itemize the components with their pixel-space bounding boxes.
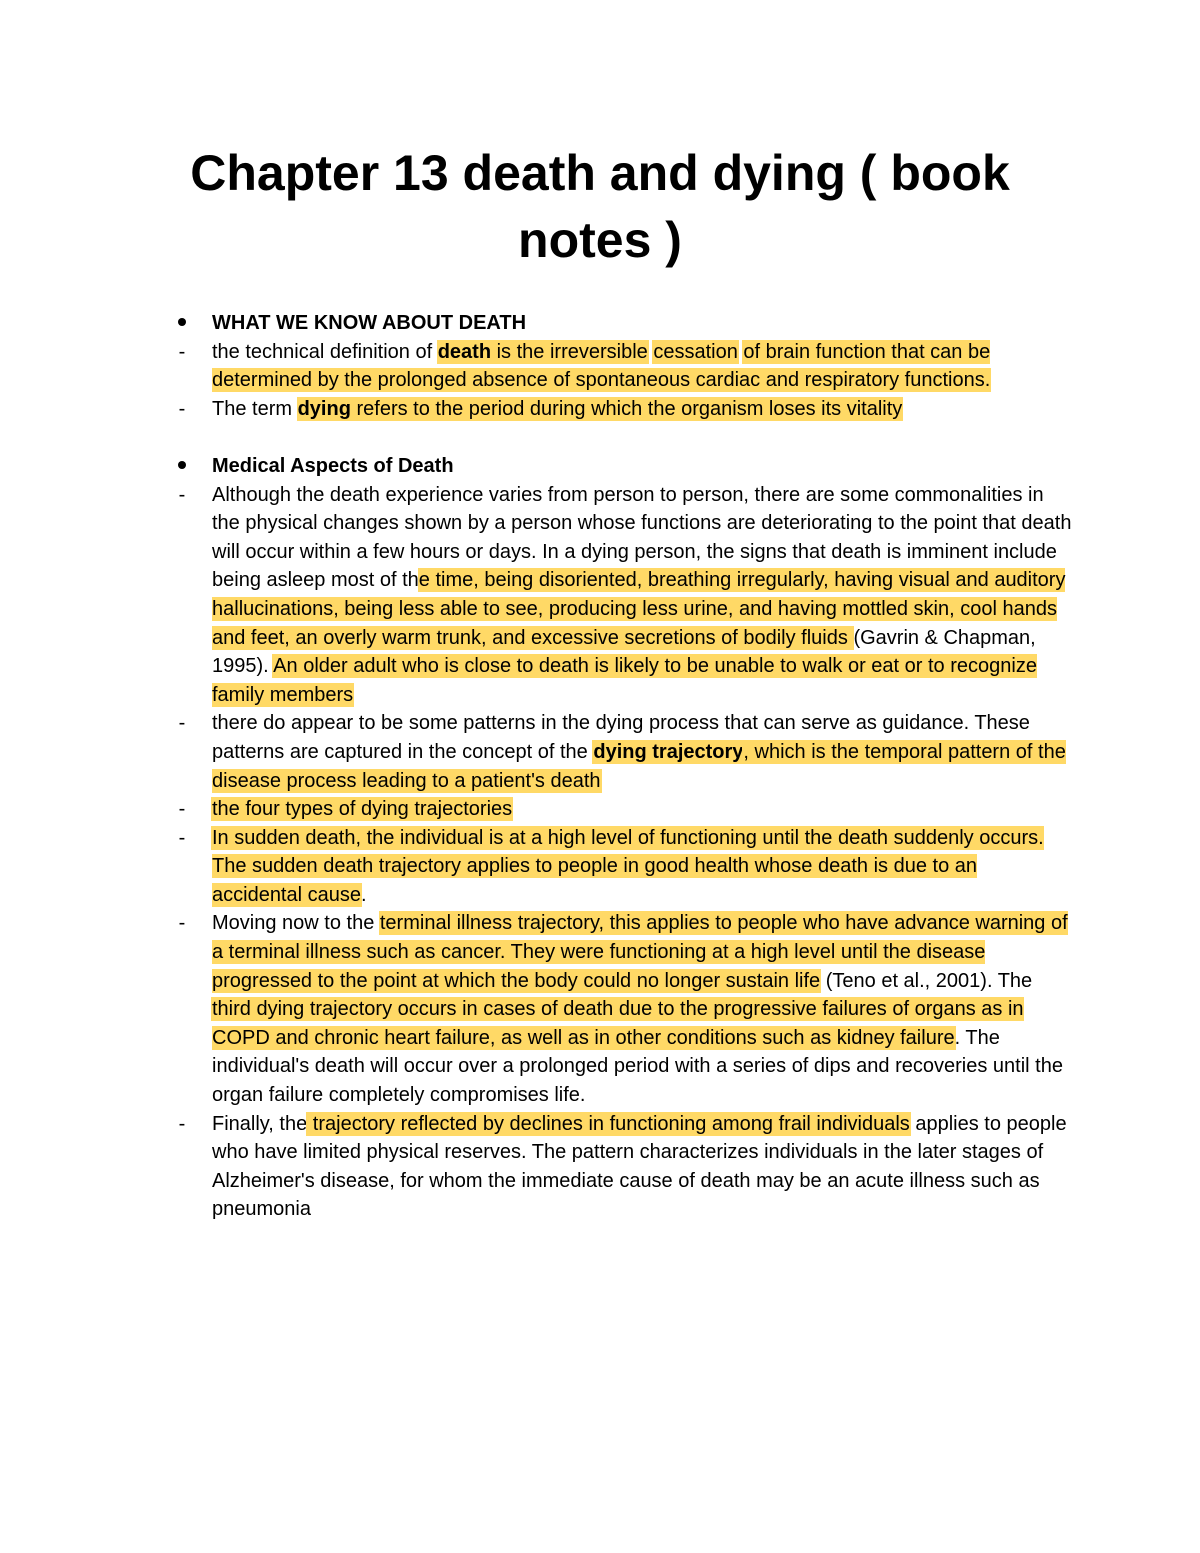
highlight: dying trajectory <box>593 740 744 763</box>
highlight: An older adult who is close to death is likely to be unable to walk or eat or to recognize family members <box>212 655 1037 706</box>
bullet-dot-icon <box>172 452 192 481</box>
list-item <box>172 395 1072 424</box>
dash-icon: - <box>178 340 186 363</box>
dash-icon: - <box>178 1112 186 1135</box>
dash-icon: - <box>178 712 186 735</box>
dash-icon: - <box>178 483 186 506</box>
dash-icon: - <box>178 397 186 420</box>
highlight: cessation <box>653 340 738 363</box>
list-item-text <box>212 795 1072 824</box>
highlight: is the irreversible <box>491 340 648 363</box>
highlight: , which is the temporal pattern of the disease process leading to a patient's death <box>212 740 1066 792</box>
list-item <box>172 909 1072 1109</box>
list-item-text: the technical definition of death is the irreversible cessation of brain function that can be determined by the prolonged absence of spontaneous cardiac and respiratory functions. <box>212 340 991 392</box>
highlight: third dying trajectory occurs in cases of death due to the progressive failures of organs as in COPD and chronic heart failure, as well as in other conditions such as kidney failure <box>212 998 1024 1049</box>
highlight: terminal illness trajectory, this applies to people who have advance warning of a terminal illness such as cancer. They were functioning at a high level until the disease progressed to the point at which the body could no longer sustain life <box>212 912 1068 992</box>
list-item <box>172 709 1072 795</box>
list-item-text: Finally, the trajectory reflected by declines in functioning among frail individuals applies to people who have limited physical reserves. The pattern characterizes individuals in the later stages of Alzheimer's disease, for whom the immediate cause of death may be an acute illness such as pneumonia <box>212 1112 1067 1221</box>
section-heading-what-we-know: WHAT WE KNOW ABOUT DEATH <box>172 309 1072 338</box>
list-item-text: In sudden death, the individual is at a high level of functioning until the death suddenly occurs. The sudden death trajectory applies to people in good health whose death is due to an accidental cause. <box>212 826 1044 906</box>
highlight: the four types of dying trajectories <box>212 798 513 821</box>
list-item <box>172 338 1072 395</box>
list-item-text: The term dying refers to the period during which the organism loses its vitality <box>212 397 903 420</box>
list-item-text: there do appear to be some patterns in the dying process that can serve as guidance. These patterns are captured in the concept of the dying trajectory, which is the temporal pattern of the disease process leading to a patient's death <box>212 712 1066 792</box>
list-item <box>172 795 1072 824</box>
dash-icon: - <box>178 798 186 821</box>
highlight: of brain function that can be determined by the prolonged absence of spontaneous cardiac and respiratory functions. <box>212 340 991 392</box>
list-item <box>172 824 1072 910</box>
highlight: refers to the period during which the organism loses its vitality <box>350 397 903 420</box>
dash-icon: - <box>178 826 186 849</box>
highlight: dying <box>297 397 351 420</box>
highlight: trajectory reflected by declines in functioning among frail individuals <box>307 1112 910 1135</box>
page-title: Chapter 13 death and dying ( book notes ) <box>190 145 1010 268</box>
list-item <box>172 1110 1072 1224</box>
section-heading-medical-aspects: Medical Aspects of Death <box>172 452 1072 481</box>
notes-content <box>172 309 1072 1224</box>
highlight: In sudden death, the individual is at a high level of functioning until the death suddenly occurs. The sudden death trajectory applies to people in good health whose death is due to an accidental cause <box>212 826 1044 906</box>
bullet-dot-icon <box>172 309 192 338</box>
list-item <box>172 481 1072 710</box>
highlight: death <box>437 340 492 363</box>
highlight: e time, being disoriented, breathing irregularly, having visual and auditory hallucinations, being less able to see, producing less urine, and having mottled skin, cool hands and feet, an overly warm trunk, and excessive secretions of bodily fluids <box>212 569 1066 649</box>
list-item-text: Although the death experience varies from person to person, there are some commonalities in the physical changes shown by a person whose functions are deteriorating to the point that death will occur within a few hours or days. In a dying person, the signs that death is imminent include being asleep most of the time, being disoriented, breathing irregularly, having visual and auditory hallucinations, being less able to see, producing less urine, and having mottled skin, cool hands and feet, an overly warm trunk, and excessive secretions of bodily fluids (Gavrin & Chapman, 1995). An older adult who is close to death is likely to be unable to walk or eat or to recognize family members <box>212 483 1072 706</box>
list-item-text: Moving now to the terminal illness trajectory, this applies to people who have advance warning of a terminal illness such as cancer. They were functioning at a high level until the disease progressed to the point at which the body could no longer sustain life (Teno et al., 2001). The third dying trajectory occurs in cases of death due to the progressive failures of organs as in COPD and chronic heart failure, as well as in other conditions such as kidney failure. The individual's death will occur over a prolonged period with a series of dips and recoveries until the organ failure completely compromises life. <box>212 912 1068 1107</box>
dash-icon: - <box>178 912 186 935</box>
